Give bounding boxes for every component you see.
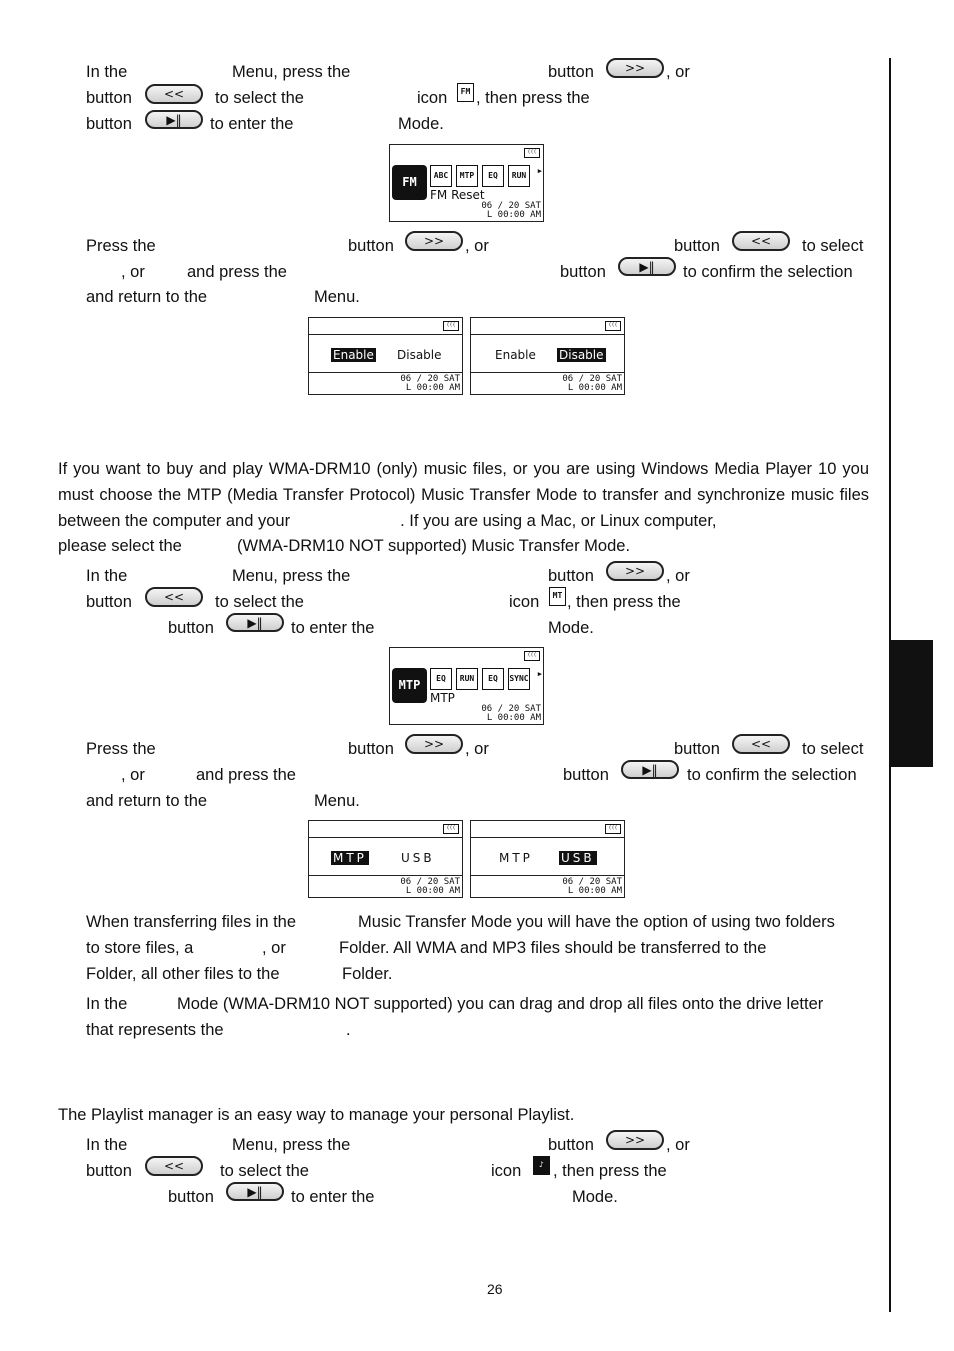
option-usb: USB: [561, 851, 595, 865]
mtp-intro-paragraph: [58, 456, 869, 534]
text: to select: [802, 237, 864, 255]
option-disable: Disable: [559, 348, 604, 362]
play-pause-button-icon: ▶‖: [145, 110, 203, 129]
text: The Playlist manager is an easy way to manage your personal Playlist.: [58, 1106, 575, 1124]
text: button: [563, 766, 609, 784]
text: In the: [86, 995, 128, 1013]
eq-search-icon: EQ: [430, 668, 452, 690]
scroll-arrow-icon: ▶: [537, 670, 542, 678]
text: , then press the: [567, 593, 681, 611]
battery-icon: (((: [605, 824, 621, 834]
text: , then press the: [553, 1162, 667, 1180]
option-enable: Enable: [333, 348, 374, 362]
text: Press the: [86, 740, 156, 758]
text: Mode (WMA-DRM10 NOT supported) you can drag and drop all files onto the drive letter: [177, 995, 824, 1013]
text: Mode.: [398, 115, 444, 133]
option-mtp: MTP: [499, 851, 533, 865]
mtp-icon: MTP: [456, 165, 478, 187]
next-button-icon: >>: [606, 58, 664, 78]
text: button: [168, 1188, 214, 1206]
text: and press the: [196, 766, 296, 784]
option-disable: Disable: [397, 348, 442, 362]
play-pause-button-icon: ▶‖: [618, 257, 676, 276]
run-icon: RUN: [508, 165, 530, 187]
mtp-selected-icon: MTP: [392, 668, 427, 703]
text: , or: [465, 740, 489, 758]
text: and press the: [187, 263, 287, 281]
text: Folder.: [342, 965, 393, 983]
text: In the: [86, 63, 128, 81]
text: , or: [465, 237, 489, 255]
prev-button-icon: <<: [145, 1156, 203, 1176]
battery-icon: (((: [524, 651, 540, 661]
option-mtp: MTP: [333, 851, 367, 865]
run-icon: RUN: [456, 668, 478, 690]
eq-icon: EQ: [482, 165, 504, 187]
enable-disable-screen: [308, 317, 463, 395]
text: to select: [802, 740, 864, 758]
text: In the: [86, 1136, 128, 1154]
scroll-arrow-icon: ▶: [537, 167, 542, 175]
prev-button-icon: <<: [732, 231, 790, 251]
text: to select the: [220, 1162, 309, 1180]
text: to enter the: [291, 1188, 375, 1206]
battery-icon: (((: [443, 824, 459, 834]
text: and return to the: [86, 288, 208, 306]
text: to select the: [215, 89, 304, 107]
text: to confirm the selection: [683, 263, 853, 281]
text: , then press the: [476, 89, 590, 107]
text: . If you are using a Mac, or Linux computer,: [400, 512, 717, 530]
text: Menu, press the: [232, 567, 351, 585]
next-button-icon: >>: [405, 734, 463, 754]
screen-label: MTP: [430, 691, 455, 705]
mtp-menu-screen: [389, 647, 544, 725]
text: In the: [86, 567, 128, 585]
text: icon: [491, 1162, 522, 1180]
text: to store files, a: [86, 939, 194, 957]
screen-date: 06 / 20 SAT: [400, 374, 460, 384]
text: Mode.: [572, 1188, 618, 1206]
equalizer-icon: EQ: [482, 668, 504, 690]
text: If you want to buy and play WMA-DRM10 (only) music files, or you are using Windows Media Player 10 you must choose the MTP (Media Transfer Protocol) Music Transfer Mode to transfer and synchronize music files between the computer and your: [58, 460, 869, 530]
mtp-icon: MT: [549, 587, 566, 606]
text: (WMA-DRM10 NOT supported) Music Transfer Mode.: [237, 537, 631, 555]
text: button: [560, 263, 606, 281]
next-button-icon: >>: [606, 1130, 664, 1150]
next-button-icon: >>: [405, 231, 463, 251]
text: button: [674, 237, 720, 255]
battery-icon: (((: [524, 148, 540, 158]
sync-icon: SYNC: [508, 668, 530, 690]
text: , or: [262, 939, 286, 957]
option-usb: USB: [401, 851, 435, 865]
playlist-icon: ♪: [533, 1156, 550, 1175]
screen-date: 06 / 20 SAT: [562, 877, 622, 887]
play-pause-button-icon: ▶‖: [226, 1182, 284, 1201]
option-enable: Enable: [495, 348, 536, 362]
text: .: [346, 1021, 351, 1039]
prev-button-icon: <<: [145, 84, 203, 104]
text: icon: [509, 593, 540, 611]
prev-button-icon: <<: [145, 587, 203, 607]
screen-time: L 00:00 AM: [405, 886, 460, 896]
text: button: [548, 567, 594, 585]
text: , or: [666, 567, 690, 585]
text: and return to the: [86, 792, 208, 810]
text: button: [86, 1162, 132, 1180]
play-pause-button-icon: ▶‖: [621, 760, 679, 779]
mtp-usb-screen: [308, 820, 463, 898]
mtp-usb-screen: [470, 820, 625, 898]
prev-button-icon: <<: [732, 734, 790, 754]
text: Menu.: [314, 288, 360, 306]
text: Menu.: [314, 792, 360, 810]
screen-time: L 00:00 AM: [486, 713, 541, 723]
text: please select the: [58, 537, 182, 555]
text: , or: [666, 63, 690, 81]
text: Folder. All WMA and MP3 files should be transferred to the: [339, 939, 767, 957]
fm-icon: FM: [457, 83, 474, 102]
record-icon: ABC: [430, 165, 452, 187]
text: button: [548, 1136, 594, 1154]
text: icon: [417, 89, 448, 107]
text: to confirm the selection: [687, 766, 857, 784]
screen-date: 06 / 20 SAT: [481, 201, 541, 211]
screen-date: 06 / 20 SAT: [400, 877, 460, 887]
text: Folder, all other files to the: [86, 965, 280, 983]
text: to enter the: [210, 115, 294, 133]
screen-time: L 00:00 AM: [486, 210, 541, 220]
text: to select the: [215, 593, 304, 611]
text: Menu, press the: [232, 1136, 351, 1154]
text: , or: [121, 766, 145, 784]
text: Mode.: [548, 619, 594, 637]
screen-time: L 00:00 AM: [567, 383, 622, 393]
screen-date: 06 / 20 SAT: [481, 704, 541, 714]
text: button: [168, 619, 214, 637]
screen-time: L 00:00 AM: [405, 383, 460, 393]
fm-menu-screen: [389, 144, 544, 222]
enable-disable-screen: [470, 317, 625, 395]
text: button: [348, 740, 394, 758]
battery-icon: (((: [605, 321, 621, 331]
text: Press the: [86, 237, 156, 255]
text: to enter the: [291, 619, 375, 637]
fm-selected-icon: FM: [392, 165, 427, 200]
text: Music Transfer Mode you will have the option of using two folders: [358, 913, 835, 931]
battery-icon: (((: [443, 321, 459, 331]
section-tab: [891, 640, 933, 767]
screen-time: L 00:00 AM: [567, 886, 622, 896]
text: , or: [666, 1136, 690, 1154]
text: button: [86, 115, 132, 133]
text: , or: [121, 263, 145, 281]
text: that represents the: [86, 1021, 224, 1039]
page-number: 26: [487, 1281, 503, 1297]
text: button: [674, 740, 720, 758]
text: button: [86, 89, 132, 107]
screen-label: FM Reset: [430, 188, 485, 202]
play-pause-button-icon: ▶‖: [226, 613, 284, 632]
screen-date: 06 / 20 SAT: [562, 374, 622, 384]
text: button: [348, 237, 394, 255]
text: When transferring files in the: [86, 913, 297, 931]
text: Menu, press the: [232, 63, 351, 81]
text: button: [86, 593, 132, 611]
next-button-icon: >>: [606, 561, 664, 581]
text: button: [548, 63, 594, 81]
